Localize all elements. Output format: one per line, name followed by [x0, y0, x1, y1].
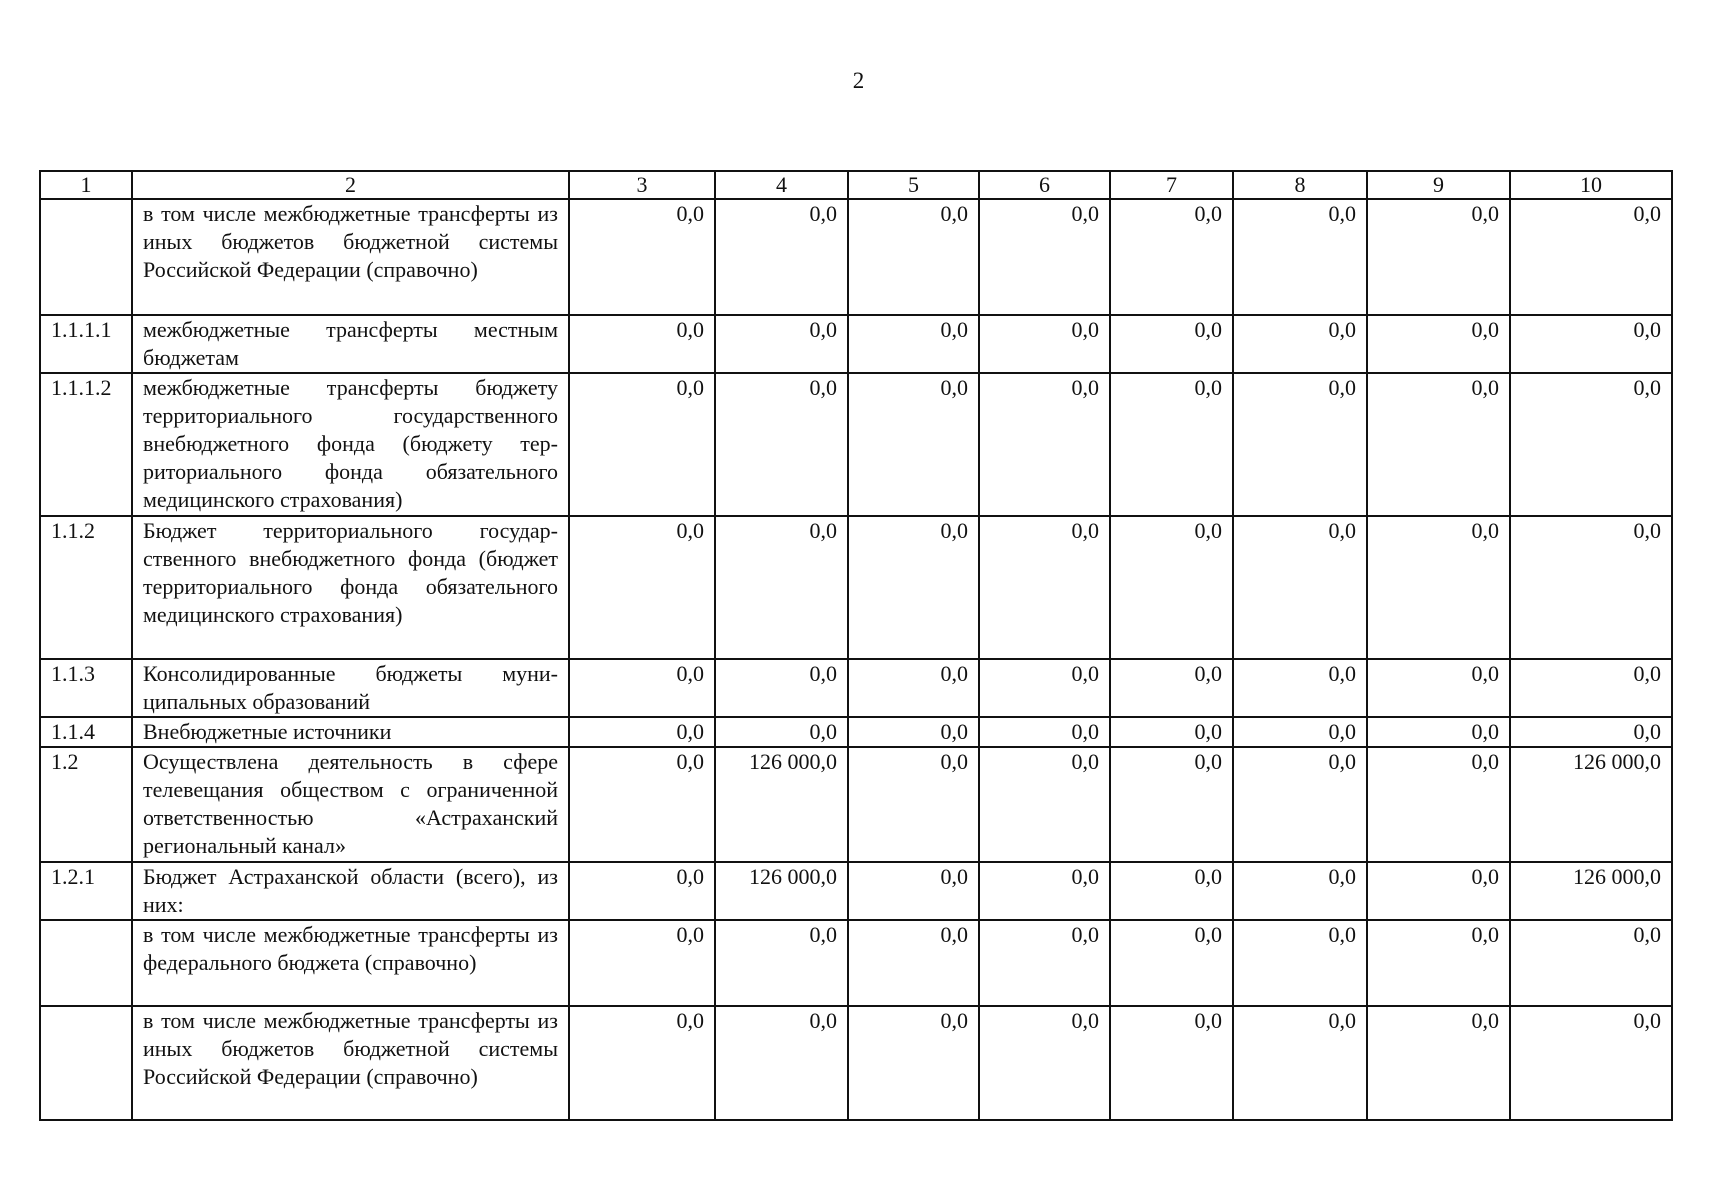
column-header: 1	[40, 171, 132, 199]
row-value: 0,0	[1367, 199, 1510, 315]
table-row	[40, 747, 1672, 862]
row-value: 0,0	[1233, 659, 1367, 717]
row-value: 0,0	[569, 373, 715, 516]
row-code: 1.2	[40, 747, 132, 862]
row-value: 0,0	[979, 862, 1110, 920]
row-description: межбюджетные трансферты бюджету территориального государственного внебюджетного фонда (бюджету территориального фонда обязательного медицинского страхования)	[132, 373, 569, 516]
row-value: 0,0	[1110, 920, 1233, 1006]
row-value: 0,0	[569, 1006, 715, 1120]
row-value: 0,0	[1110, 1006, 1233, 1120]
row-value: 0,0	[1367, 516, 1510, 659]
row-value: 0,0	[979, 1006, 1110, 1120]
row-value: 0,0	[1110, 315, 1233, 373]
row-value: 0,0	[1367, 747, 1510, 862]
row-value: 0,0	[1110, 862, 1233, 920]
row-value: 0,0	[1233, 199, 1367, 315]
row-value: 0,0	[569, 659, 715, 717]
row-value: 0,0	[979, 373, 1110, 516]
row-value: 0,0	[848, 717, 979, 747]
row-value: 0,0	[715, 373, 848, 516]
row-value: 0,0	[569, 920, 715, 1006]
table-row	[40, 315, 1672, 373]
row-value: 0,0	[1233, 373, 1367, 516]
row-value: 0,0	[979, 659, 1110, 717]
row-value: 0,0	[979, 315, 1110, 373]
row-value: 126 000,0	[1510, 747, 1672, 862]
row-value: 0,0	[1510, 920, 1672, 1006]
row-description: в том числе межбюджетные трансферты из иных бюджетов бюджетной системы Российской Федерации (справочно)	[132, 1006, 569, 1120]
row-description: Внебюджетные источники	[132, 717, 569, 747]
row-value: 0,0	[715, 920, 848, 1006]
row-value: 0,0	[569, 516, 715, 659]
row-code: 1.1.1.1	[40, 315, 132, 373]
row-value: 0,0	[848, 862, 979, 920]
row-value: 126 000,0	[715, 747, 848, 862]
column-header: 5	[848, 171, 979, 199]
row-value: 0,0	[848, 1006, 979, 1120]
row-value: 0,0	[848, 516, 979, 659]
row-value: 0,0	[715, 659, 848, 717]
row-value: 0,0	[1110, 717, 1233, 747]
row-value: 0,0	[1110, 516, 1233, 659]
row-value: 0,0	[715, 516, 848, 659]
table-row	[40, 199, 1672, 315]
row-value: 0,0	[1110, 373, 1233, 516]
row-value: 0,0	[1510, 659, 1672, 717]
row-value: 0,0	[1510, 315, 1672, 373]
header-row	[40, 171, 1672, 199]
column-header: 7	[1110, 171, 1233, 199]
row-value: 0,0	[715, 315, 848, 373]
row-code	[40, 199, 132, 315]
row-value: 0,0	[715, 199, 848, 315]
row-value: 0,0	[569, 747, 715, 862]
row-value: 0,0	[1510, 516, 1672, 659]
row-value: 0,0	[1233, 516, 1367, 659]
row-value: 0,0	[979, 920, 1110, 1006]
row-value: 0,0	[1110, 199, 1233, 315]
row-value: 0,0	[1510, 373, 1672, 516]
row-value: 0,0	[1233, 920, 1367, 1006]
row-value: 0,0	[1510, 199, 1672, 315]
table-row	[40, 1006, 1672, 1120]
row-value: 126 000,0	[715, 862, 848, 920]
page-number: 2	[852, 68, 865, 93]
column-header: 9	[1367, 171, 1510, 199]
table-row	[40, 920, 1672, 1006]
row-value: 0,0	[569, 315, 715, 373]
row-value: 0,0	[1367, 1006, 1510, 1120]
row-value: 0,0	[1110, 747, 1233, 862]
column-header: 6	[979, 171, 1110, 199]
row-value: 0,0	[1367, 920, 1510, 1006]
row-value: 0,0	[848, 199, 979, 315]
row-value: 0,0	[715, 1006, 848, 1120]
row-value: 0,0	[848, 315, 979, 373]
row-description: Осуществлена деятельность в сфере телевещания обществом с ограниченной ответственностью «Астраханский региональный канал»	[132, 747, 569, 862]
row-value: 0,0	[715, 717, 848, 747]
row-value: 0,0	[848, 920, 979, 1006]
row-value: 0,0	[979, 747, 1110, 862]
row-value: 126 000,0	[1510, 862, 1672, 920]
table-row	[40, 373, 1672, 516]
column-header: 4	[715, 171, 848, 199]
table-row	[40, 516, 1672, 659]
row-description: в том числе межбюджетные трансферты из федерального бюджета (справочно)	[132, 920, 569, 1006]
row-value: 0,0	[1510, 1006, 1672, 1120]
row-description: в том числе межбюджетные трансферты из иных бюджетов бюджетной системы Российской Федерации (справочно)	[132, 199, 569, 315]
row-description: Консолидированные бюджеты муниципальных образований	[132, 659, 569, 717]
row-description: Бюджет Астраханской области (всего), из них:	[132, 862, 569, 920]
row-value: 0,0	[1510, 717, 1672, 747]
row-value: 0,0	[1233, 862, 1367, 920]
row-value: 0,0	[1367, 315, 1510, 373]
row-code	[40, 1006, 132, 1120]
row-value: 0,0	[569, 862, 715, 920]
row-value: 0,0	[569, 199, 715, 315]
row-value: 0,0	[1233, 1006, 1367, 1120]
row-value: 0,0	[1110, 659, 1233, 717]
column-header: 8	[1233, 171, 1367, 199]
row-value: 0,0	[1367, 862, 1510, 920]
row-code: 1.1.1.2	[40, 373, 132, 516]
column-header: 2	[132, 171, 569, 199]
table-row	[40, 862, 1672, 920]
row-value: 0,0	[848, 659, 979, 717]
column-header: 10	[1510, 171, 1672, 199]
table-row	[40, 717, 1672, 747]
row-value: 0,0	[569, 717, 715, 747]
row-code: 1.1.3	[40, 659, 132, 717]
column-header: 3	[569, 171, 715, 199]
row-code: 1.1.4	[40, 717, 132, 747]
row-value: 0,0	[1233, 717, 1367, 747]
table-row	[40, 659, 1672, 717]
row-value: 0,0	[1367, 373, 1510, 516]
row-value: 0,0	[848, 373, 979, 516]
row-value: 0,0	[979, 516, 1110, 659]
row-value: 0,0	[1367, 659, 1510, 717]
row-code: 1.1.2	[40, 516, 132, 659]
row-description: Бюджет территориального государственного внебюджетного фонда (бюджет территориального фонда обязательного медицинского страхования)	[132, 516, 569, 659]
row-description: межбюджетные трансферты местным бюджетам	[132, 315, 569, 373]
budget-table	[39, 170, 1673, 1121]
row-value: 0,0	[1233, 747, 1367, 862]
row-code: 1.2.1	[40, 862, 132, 920]
row-value: 0,0	[1233, 315, 1367, 373]
row-value: 0,0	[979, 717, 1110, 747]
row-value: 0,0	[848, 747, 979, 862]
row-code	[40, 920, 132, 1006]
row-value: 0,0	[1367, 717, 1510, 747]
row-value: 0,0	[979, 199, 1110, 315]
